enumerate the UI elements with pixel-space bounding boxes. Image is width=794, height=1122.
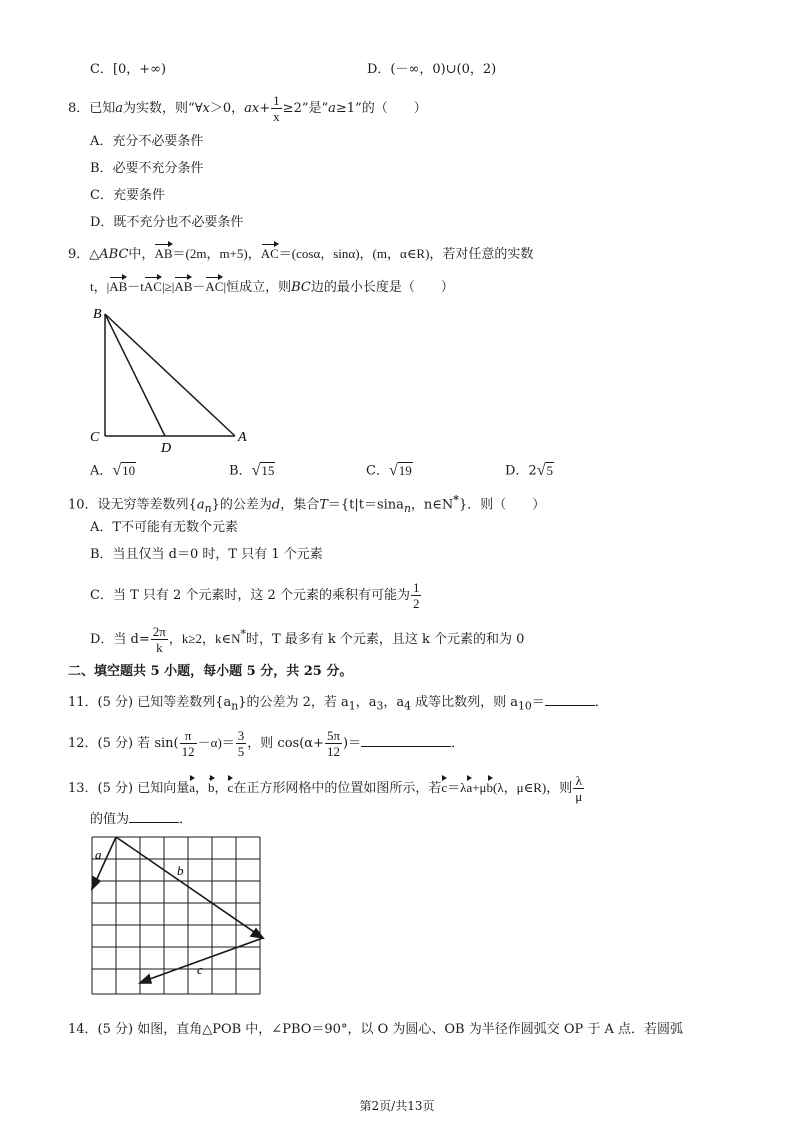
q10-option-d: D．当 d= $\frac{2\pi}{k}$ ，k≥2，k∈N*时，T 最多有 k 个元素，且这 k 个元素的和为 0 [90,624,525,655]
q8-option-c: C．充要条件 [90,188,165,203]
q12-stem: 12．(5 分) 若 sin( $\frac{\pi}{12}$ －α)＝ $\frac{3}{5}$ ，则 cos(α+ $\frac{5\pi}{12}$ )＝ ． [68,728,465,759]
q9-option-b: B．√15 [229,462,275,479]
q9-option-d: D．2√5 [505,462,553,479]
q9-option-c: C．√19 [366,462,412,479]
q10-option-c: C．当 T 只有 2 个元素时，这 2 个元素的乘积有可能为 $\frac{1}{2}$ [90,580,420,611]
q9-stem-line2: t，|AB－tAC|≥|AB－AC|恒成立，则BC边的最小长度是（ ） [90,275,454,297]
q10-option-a: A．T不可能有无数个元素 [90,520,239,535]
page-footer: 第2页/共13页 [359,1099,435,1113]
q7-option-c: C．[0，+∞) [90,62,167,77]
q12-answer-blank[interactable] [361,734,451,747]
label-vector-c: c [197,962,203,977]
q11-stem: 11．(5 分) 已知等差数列$\{a_n\}$的公差为 2，若 $a_1$，$a_3$，$a_4$ 成等比数列，则 $a_{10}=$ ． [68,695,608,713]
q13-answer-blank[interactable] [129,810,179,823]
q13-stem: 13．(5 分) 已知向量a，b，c在正方形网格中的位置如图所示，若c＝λa+μb(λ，μ∈R)，则 $\frac{\lambda}{\mu}$ [68,773,583,804]
q10-stem: 10．设无穷等差数列$\{a_n\}$的公差为d，集合T＝{t|t＝sina$_n$，n∈N*}．则（ ） [68,493,546,515]
q9-stem-line1: 9．△ABC中，AB＝(2m，m+5)，AC＝(cosα，sinα)，(m，α∈R)，若对任意的实数 [68,242,533,264]
label-vector-b: b [177,863,184,878]
label-vector-a: a [95,847,102,862]
q14-stem: 14．(5 分) 如图，直角△POB 中，∠PBO＝90°，以 O 为圆心、OB 为半径作圆弧交 OP 于 A 点．若圆弧 [68,1022,684,1037]
arrowhead-c [140,975,151,983]
q13-grid-figure [85,830,270,1000]
q10-option-b: B．当且仅当 d＝0 时，T 只有 1 个元素 [90,547,323,562]
q8-option-d: D．既不充分也不必要条件 [90,215,244,230]
grid-lines [92,837,260,994]
section-heading: 二、填空题共 5 小题，每小题 5 分，共 25 分。 [68,664,353,679]
side-ab [105,314,235,436]
q8-stem: 8．已知a为实数，则“∀x＞0，ax+ $\frac{1}{x}$ ≥2”是“a≥1”的（ ） [68,93,427,124]
q8-option-a: A．充分不必要条件 [90,134,204,149]
segment-bd [105,314,165,436]
label-a: A [238,430,247,445]
label-c: C [90,430,100,445]
q7-option-d: D．(－∞，0)∪(0，2) [367,62,497,77]
q8-option-b: B．必要不充分条件 [90,161,204,176]
arrowhead-a [92,877,100,889]
q9-option-a: A．√10 [90,462,136,479]
q13-stem-line2: 的值为 ． [90,812,193,827]
q8-fraction: $\frac{1}{x}$ [273,93,280,124]
q11-answer-blank[interactable] [545,693,595,706]
label-d: D [161,441,172,455]
q9-triangle-figure [85,300,255,455]
label-b: B [93,307,102,322]
